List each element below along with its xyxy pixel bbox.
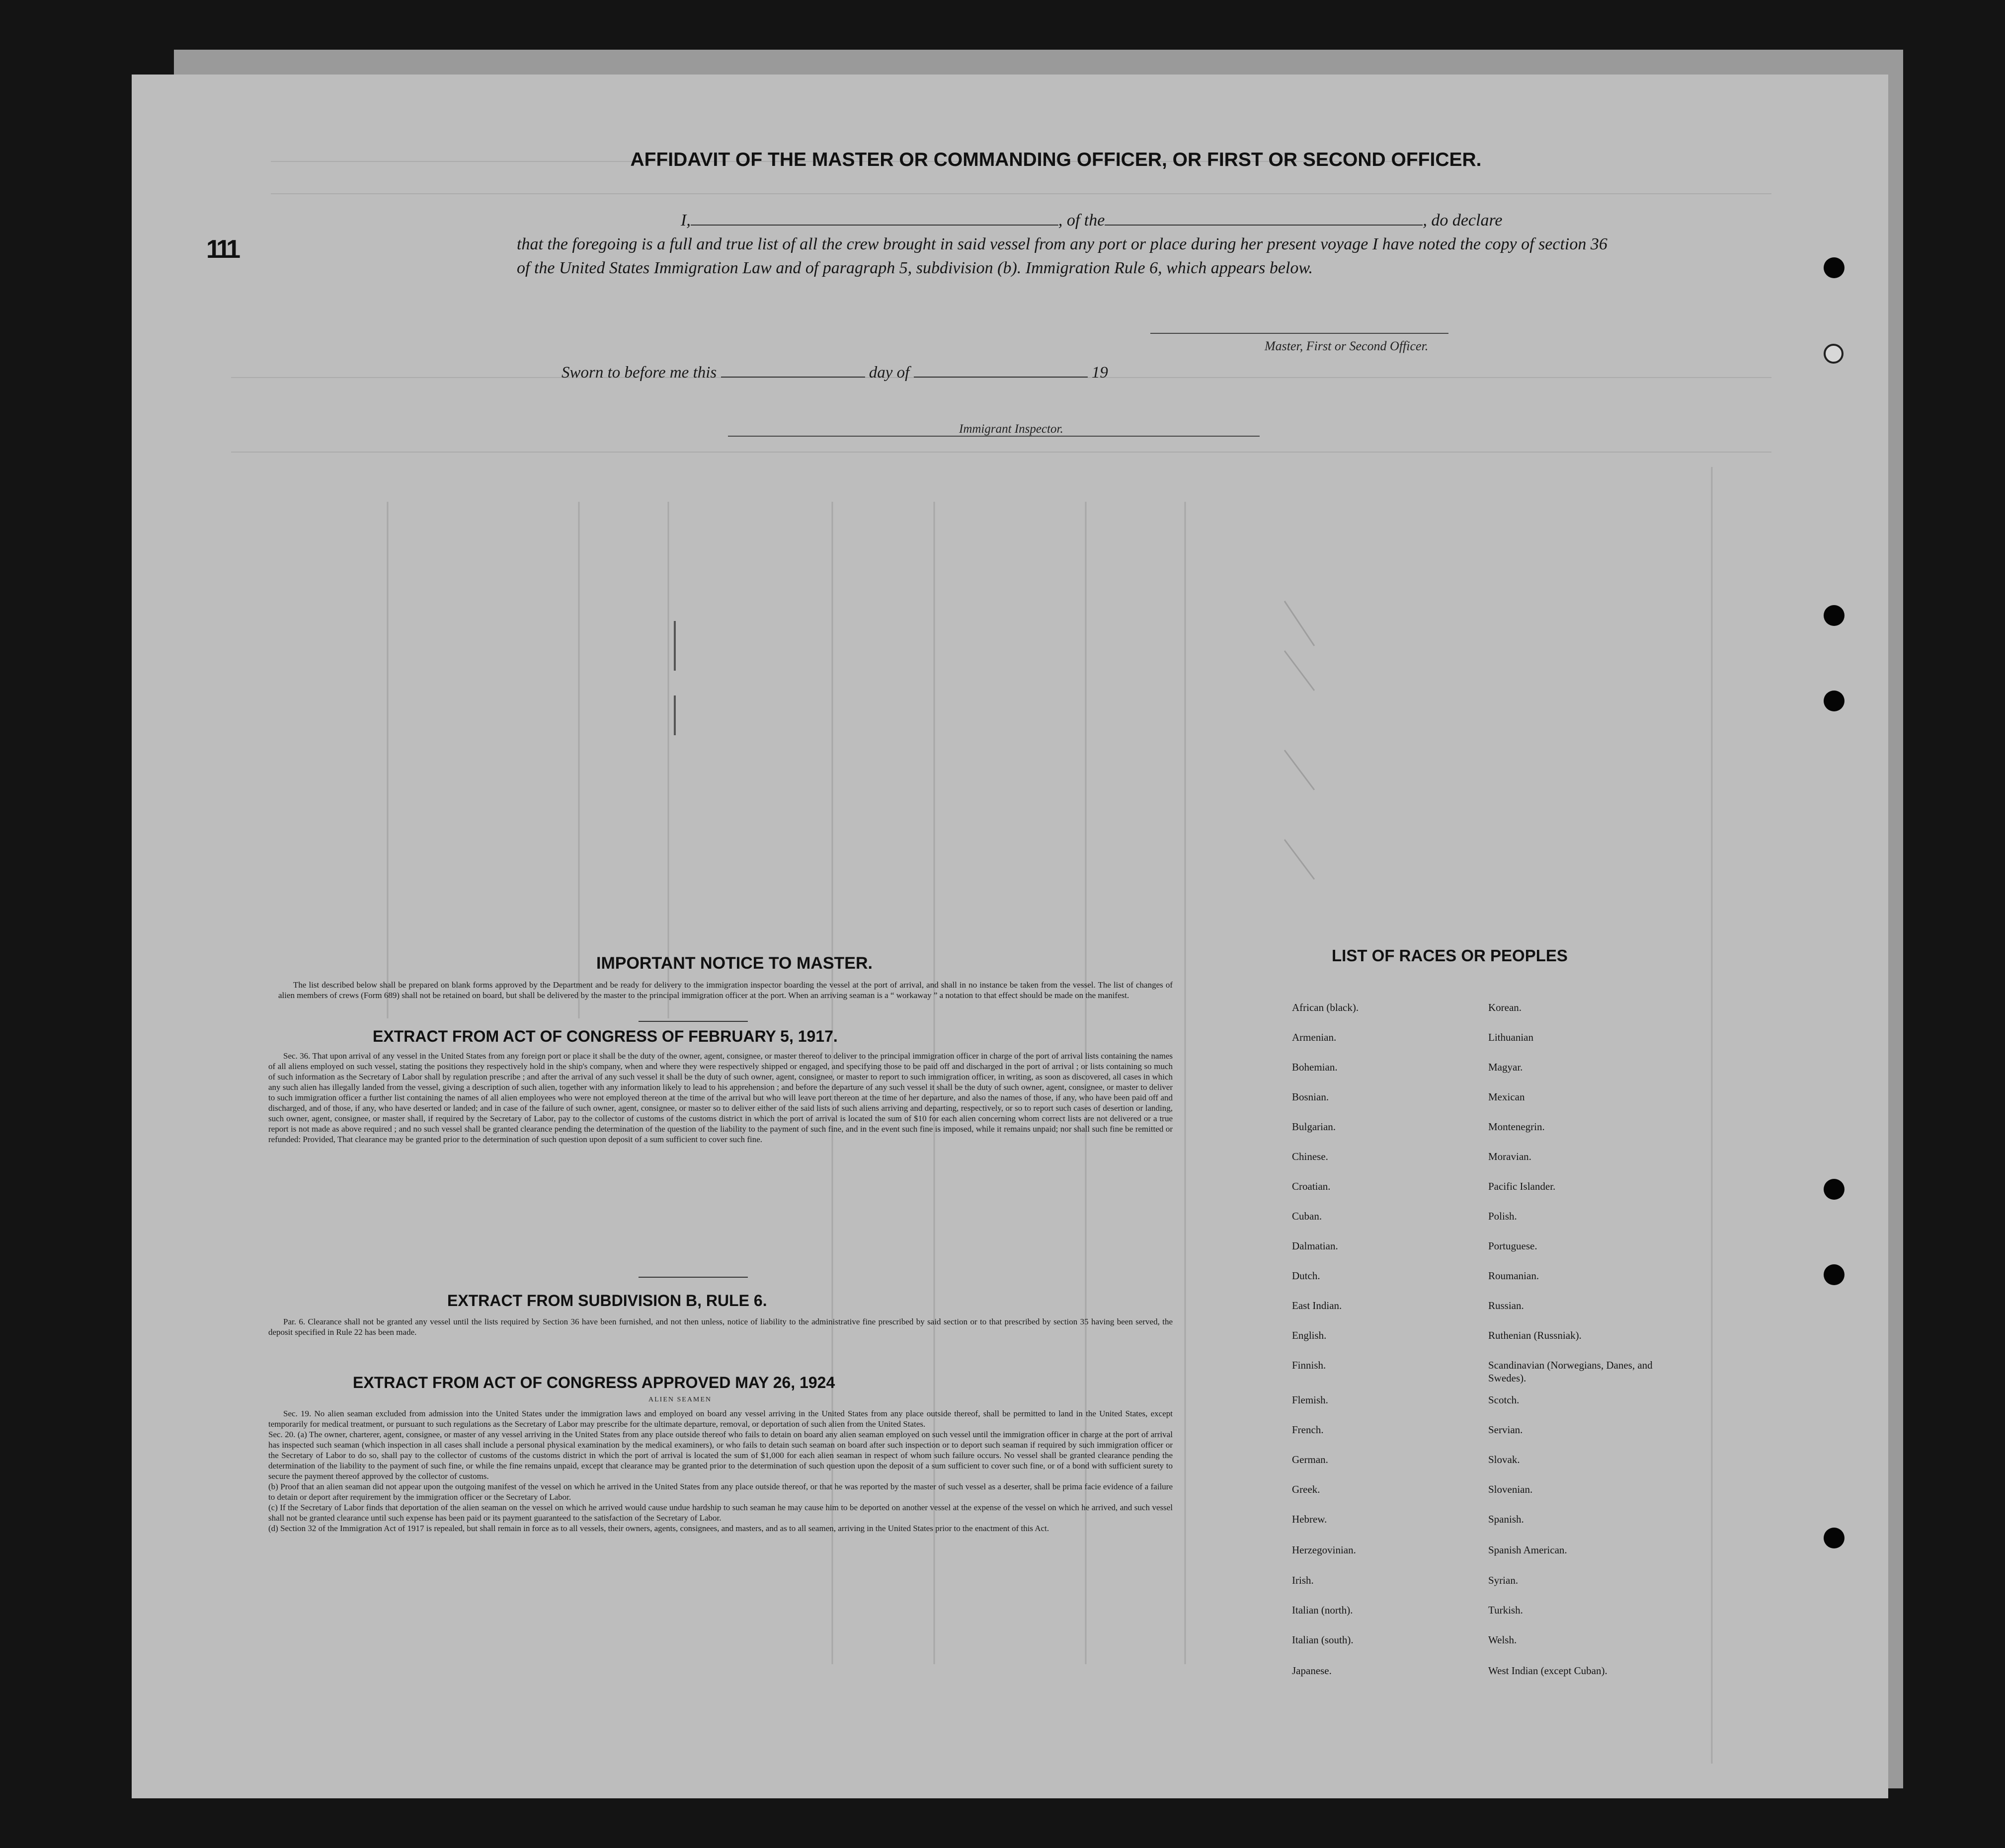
vessel-name-blank <box>1105 210 1423 226</box>
race-item: Irish. <box>1292 1574 1314 1586</box>
race-item: Chinese. <box>1292 1151 1328 1162</box>
notice-title: IMPORTANT NOTICE TO MASTER. <box>596 954 873 973</box>
race-item: Syrian. <box>1488 1574 1519 1586</box>
race-item: Dalmatian. <box>1292 1240 1338 1252</box>
race-item: Bohemian. <box>1292 1061 1338 1073</box>
sworn-month-blank <box>914 363 1088 378</box>
race-item: Slovak. <box>1488 1454 1520 1465</box>
act-1924-body: Sec. 19. No alien seaman excluded from admission into the United States under the immigration laws and employed on board any vessel arriving in the United States from any place outside thereof, shall be permitted to land in the United States, except temporarily for medical treatment, or pursuant to such regulations as the Secretary of Labor may prescribe for the ultimate departure, removal, or deportation of such alien from the United States. Sec. 20. (a) The owner, charterer, agent, consignee, or master of any vessel arriving in the United States from any place outside thereof who fails to detain on board any alien seaman employed on such vessel until the immigration officer in charge at the port of arrival has inspected such seaman (which inspection in all cases shall include a personal physical examination by the medical examiners), or who fails to detain such seaman on board after such inspection or to deport such seaman if required by such immigration officer or the Secretary of Labor to do so, shall pay to the collector of customs of the customs district in which the port of arrival is located the sum of $1,000 for each alien seaman in respect of whom such failure occurs. No vessel shall be granted clearance pending the determination of the liability to the payment of such fine, or while the fine remains unpaid, except that clearance may be granted prior to the determination of such question upon the deposit of a sum sufficient to cover such fine, or of a bond with sufficient surety to secure the payment thereof approved by the collector of customs. (b) Proof that an alien seaman did not appear upon the outgoing manifest of the vessel on which he arrived in the United States from any place outside thereof, or that he was reported by the master of such vessel as a deserter, shall be prima facie evidence of a failure to detain or deport after requirement by the immigration officer or the Secretary of Labor. (c) If the Secretary of Labor finds that deportation of the alien seaman on the vessel on which he arrived would cause undue hardship to such seaman he may cause him to be deported on another vessel at the expense of the vessel on which he arrived, and such vessel shall not be granted clearance until such expense has been paid or its payment guaranteed to the satisfaction of the Secretary of Labor. (d) Section 32 of the Immigration Act of 1917 is repealed, but shall remain in force as to all vessels, their owners, agents, consignees, and masters, and as to all seamen, arriving in the United States prior to the enactment of this Act. <box>268 1409 1173 1533</box>
document-page <box>132 75 1888 1798</box>
race-item: Cuban. <box>1292 1210 1322 1222</box>
declarant-name-blank <box>691 210 1058 226</box>
race-item: East Indian. <box>1292 1300 1342 1311</box>
act-1917-title: EXTRACT FROM ACT OF CONGRESS OF FEBRUARY 5, 1917. <box>373 1027 838 1045</box>
sworn-date-blank <box>721 363 865 378</box>
race-item: Slovenian. <box>1488 1483 1533 1495</box>
divider <box>639 1277 748 1278</box>
act-1917-body: Sec. 36. That upon arrival of any vessel in the United States from any foreign port or place it shall be the duty of the owner, agent, consignee, or master thereof to deliver to the principal immigration officer in charge of the port of arrival lists containing the names of all aliens employed on such vessel, stating the positions they respectively hold in the ship's company, when and where they were respectively shipped or engaged, and specifying those to be paid off and discharged in the port of arrival ; or lists containing so much of such information as the Secretary of Labor shall by regulation prescribe ; and after the arrival of any such vessel it shall be the duty of such owner, agent, consignee, or master to report to such immigration officer, in writing, as soon as discovered, all cases in which any such alien has illegally landed from the vessel, giving a description of such alien, together with any information likely to lead to his apprehension ; and before the departure of any such vessel it shall be the duty of such owner, agent, consignee, or master to deliver to such immigration officer a further list containing the names of all alien employees who were not employed thereon at the time of the arrival but who will leave port thereon at the time of her departure, and also the names of those, if any, who have been paid off and discharged, and of those, if any, who have deserted or landed; and in case of the failure of such owner, agent, consignee, or master so to deliver either of the said lists of such aliens arriving and departing, respectively, or so to report such cases of desertion or landing, such owner, agent, consignee, or master shall, if required by the Secretary of Labor, pay to the collector of customs of the customs district in which the port of arrival is located the sum of $10 for each alien concerning whom correct lists are not delivered or a true report is not made as above required ; and no such vessel shall be granted clearance pending the determination of the question of the liability to the payment of such fine, and in the event such fine is imposed, while it remains unpaid; nor shall such fine be remitted or refunded: Provided, That clearance may be granted prior to the determination of such question upon deposit of a sum sufficient to cover such fine. <box>268 1051 1173 1144</box>
race-item: Ruthenian (Russniak). <box>1488 1329 1582 1341</box>
punch-hole <box>1824 1264 1845 1285</box>
race-item: Magyar. <box>1488 1061 1523 1073</box>
race-item: West Indian (except Cuban). <box>1488 1665 1607 1677</box>
race-item: Spanish. <box>1488 1513 1524 1525</box>
inspector-label: Immigrant Inspector. <box>959 422 1063 436</box>
race-item: Pacific Islander. <box>1488 1180 1556 1192</box>
race-item: Japanese. <box>1292 1665 1332 1677</box>
divider <box>639 1021 748 1022</box>
race-item: Montenegrin. <box>1488 1121 1545 1133</box>
race-item: Moravian. <box>1488 1151 1531 1162</box>
race-item: Armenian. <box>1292 1031 1337 1043</box>
declaration-body: that the foregoing is a full and true list of all the crew brought in said vessel from any port or place during her present voyage I have noted the copy of section 36 of the United States Immigration Law and of paragraph 5, subdivision (b). Immigration Rule 6, which appears below. <box>517 235 1607 277</box>
race-item: Scandinavian (Norwegians, Danes, and Swedes). <box>1488 1359 1653 1384</box>
race-item: Lithuanian <box>1488 1031 1533 1043</box>
notice-body: The list described below shall be prepared on blank forms approved by the Department and be ready for delivery to the immigration inspector boarding the vessel at the port of arrival, and shall in no instance be taken from the vessel. The list of changes of alien members of crews (Form 689) shall not be retained on board, but shall be delivered by the master to the principal immigration officer at the port. When an arriving seaman is a “ workaway ” a notation to that effect should be made on the manifest. <box>278 980 1173 1000</box>
subdivision-b-title: EXTRACT FROM SUBDIVISION B, RULE 6. <box>447 1292 767 1309</box>
act-1924-subtitle: ALIEN SEAMEN <box>648 1396 712 1403</box>
punch-hole <box>1824 1528 1845 1548</box>
race-item: Dutch. <box>1292 1270 1320 1282</box>
race-item: Roumanian. <box>1488 1270 1539 1282</box>
declaration-of-the: , of the <box>1058 211 1105 230</box>
sworn-prefix: Sworn to before me this <box>561 364 717 382</box>
race-item: Servian. <box>1488 1424 1523 1436</box>
sworn-line <box>561 363 1108 382</box>
races-title: LIST OF RACES OR PEOPLES <box>1332 946 1568 965</box>
signature-line <box>1150 333 1448 334</box>
declaration-prefix: I, <box>681 211 691 230</box>
signature-label: Master, First or Second Officer. <box>1265 339 1429 353</box>
subdivision-b-body: Par. 6. Clearance shall not be granted any vessel until the lists required by Section 36 have been furnished, and not then unless, notice of liability to the administrative fine prescribed by said section or to that prescribed by section 35 having been served, the deposit specified in Rule 22 has been made. <box>268 1317 1173 1337</box>
declaration-suffix: , do declare <box>1423 211 1503 230</box>
punch-hole <box>1824 344 1844 364</box>
sworn-day: day of <box>869 364 910 382</box>
race-item: Greek. <box>1292 1483 1320 1495</box>
race-item: Italian (north). <box>1292 1604 1353 1616</box>
race-item: Scotch. <box>1488 1394 1520 1406</box>
race-item: French. <box>1292 1424 1324 1436</box>
race-item: Bosnian. <box>1292 1091 1329 1103</box>
race-item: Spanish American. <box>1488 1544 1567 1556</box>
race-item: Welsh. <box>1488 1634 1517 1646</box>
race-item: Bulgarian. <box>1292 1121 1336 1133</box>
race-item: Portuguese. <box>1488 1240 1537 1252</box>
race-item: Croatian. <box>1292 1180 1331 1192</box>
punch-hole <box>1824 605 1845 626</box>
punch-hole <box>1824 257 1845 278</box>
affidavit-declaration <box>517 209 1640 280</box>
page-tag: 111 <box>206 235 238 264</box>
act-1924-title: EXTRACT FROM ACT OF CONGRESS APPROVED MAY 26, 1924 <box>353 1374 835 1391</box>
race-item: Hebrew. <box>1292 1513 1327 1525</box>
bleed-through-manifest <box>132 75 1888 1798</box>
race-item: Finnish. <box>1292 1359 1326 1371</box>
race-item: Italian (south). <box>1292 1634 1354 1646</box>
race-item: English. <box>1292 1329 1327 1341</box>
race-item: Herzegovinian. <box>1292 1544 1356 1556</box>
punch-hole <box>1824 1179 1845 1200</box>
sworn-year: 19 <box>1091 364 1108 382</box>
race-item: Flemish. <box>1292 1394 1328 1406</box>
punch-hole <box>1824 691 1845 711</box>
race-item: German. <box>1292 1454 1328 1465</box>
race-item: Polish. <box>1488 1210 1517 1222</box>
race-item: Mexican <box>1488 1091 1525 1103</box>
race-item: Russian. <box>1488 1300 1524 1311</box>
race-item: African (black). <box>1292 1001 1359 1013</box>
race-item: Korean. <box>1488 1001 1522 1013</box>
affidavit-title: AFFIDAVIT OF THE MASTER OR COMMANDING OFFICER, OR FIRST OR SECOND OFFICER. <box>630 149 1482 170</box>
race-item: Turkish. <box>1488 1604 1523 1616</box>
